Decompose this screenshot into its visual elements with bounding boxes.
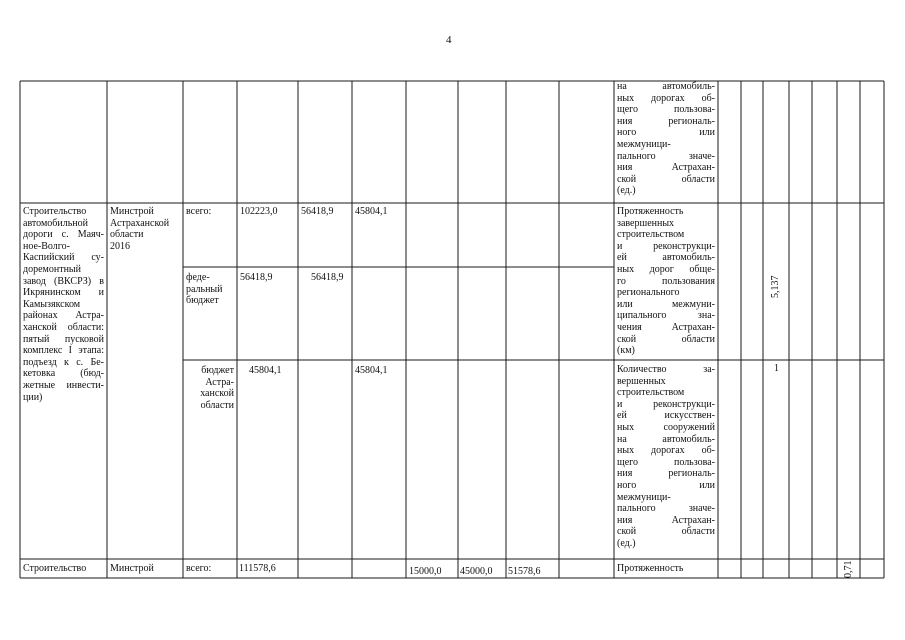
project1-indicator2: Количество за- вершенных строительством и реконструкци- ей искусствен- ных сооружений на автомобиль- ных дорогах об- щего пользова- ния региональ- ного или межмуници- пального значе- ния Астрахан- ской области (ед.) [617, 364, 715, 549]
project1-row3-y2: 45804,1 [355, 365, 388, 376]
project1-row1-source: всего: [186, 206, 212, 217]
project1-indicator2-value: 1 [774, 363, 779, 374]
project1-indicator1-value: 5,137 [770, 275, 781, 298]
project2-source: всего: [186, 563, 212, 574]
project2-indicator-value: 0,71 [843, 560, 854, 578]
project1-row3-source: бюджет Астра- ханской области [200, 365, 234, 411]
project1-row1-y1: 56418,9 [301, 206, 334, 217]
project1-row1-y2: 45804,1 [355, 206, 388, 217]
project1-executor: Минстрой Астраханской области 2016 [110, 206, 170, 252]
project2-y4: 15000,0 [409, 566, 442, 577]
project1-row3-total: 45804,1 [249, 365, 282, 376]
project1-row2-source: феде- ральный бюджет [186, 272, 223, 307]
project2-total: 111578,6 [239, 563, 276, 574]
continuation-indicator: на автомобиль- ных дорогах об- щего пользова- ния региональ- ного или межмуници- пального значе- ния Астрахан- ской области (ед.) [617, 81, 715, 197]
project2-executor: Минстрой [110, 563, 154, 574]
project2-name: Строительство [23, 563, 87, 574]
project1-row1-total: 102223,0 [240, 206, 278, 217]
project1-name: Строительство автомобильной дороги с. Маяч- ное-Волго- Каспийский су- доремонтный завод (ВКСРЗ) в Икрянинском и Камызякском районах Астра- ханской области: пятый пусковой комплекс I этапа: подъезд к с. Бе- кетовка (бюд- жетные инвести- ции) [23, 206, 104, 403]
project1-row2-total: 56418,9 [240, 272, 273, 283]
project1-row2-y1: 56418,9 [311, 272, 344, 283]
project2-y6: 51578,6 [508, 566, 541, 577]
project1-indicator1: Протяженность завершенных строительством и реконструкци- ей автомобиль- ных дорог обще- го пользования регионального или межмуни- ципального зна- чения Астрахан- ской области (км) [617, 206, 715, 357]
project2-indicator: Протяженность [617, 563, 684, 574]
page-number: 4 [446, 34, 452, 46]
project2-y5: 45000,0 [460, 566, 493, 577]
